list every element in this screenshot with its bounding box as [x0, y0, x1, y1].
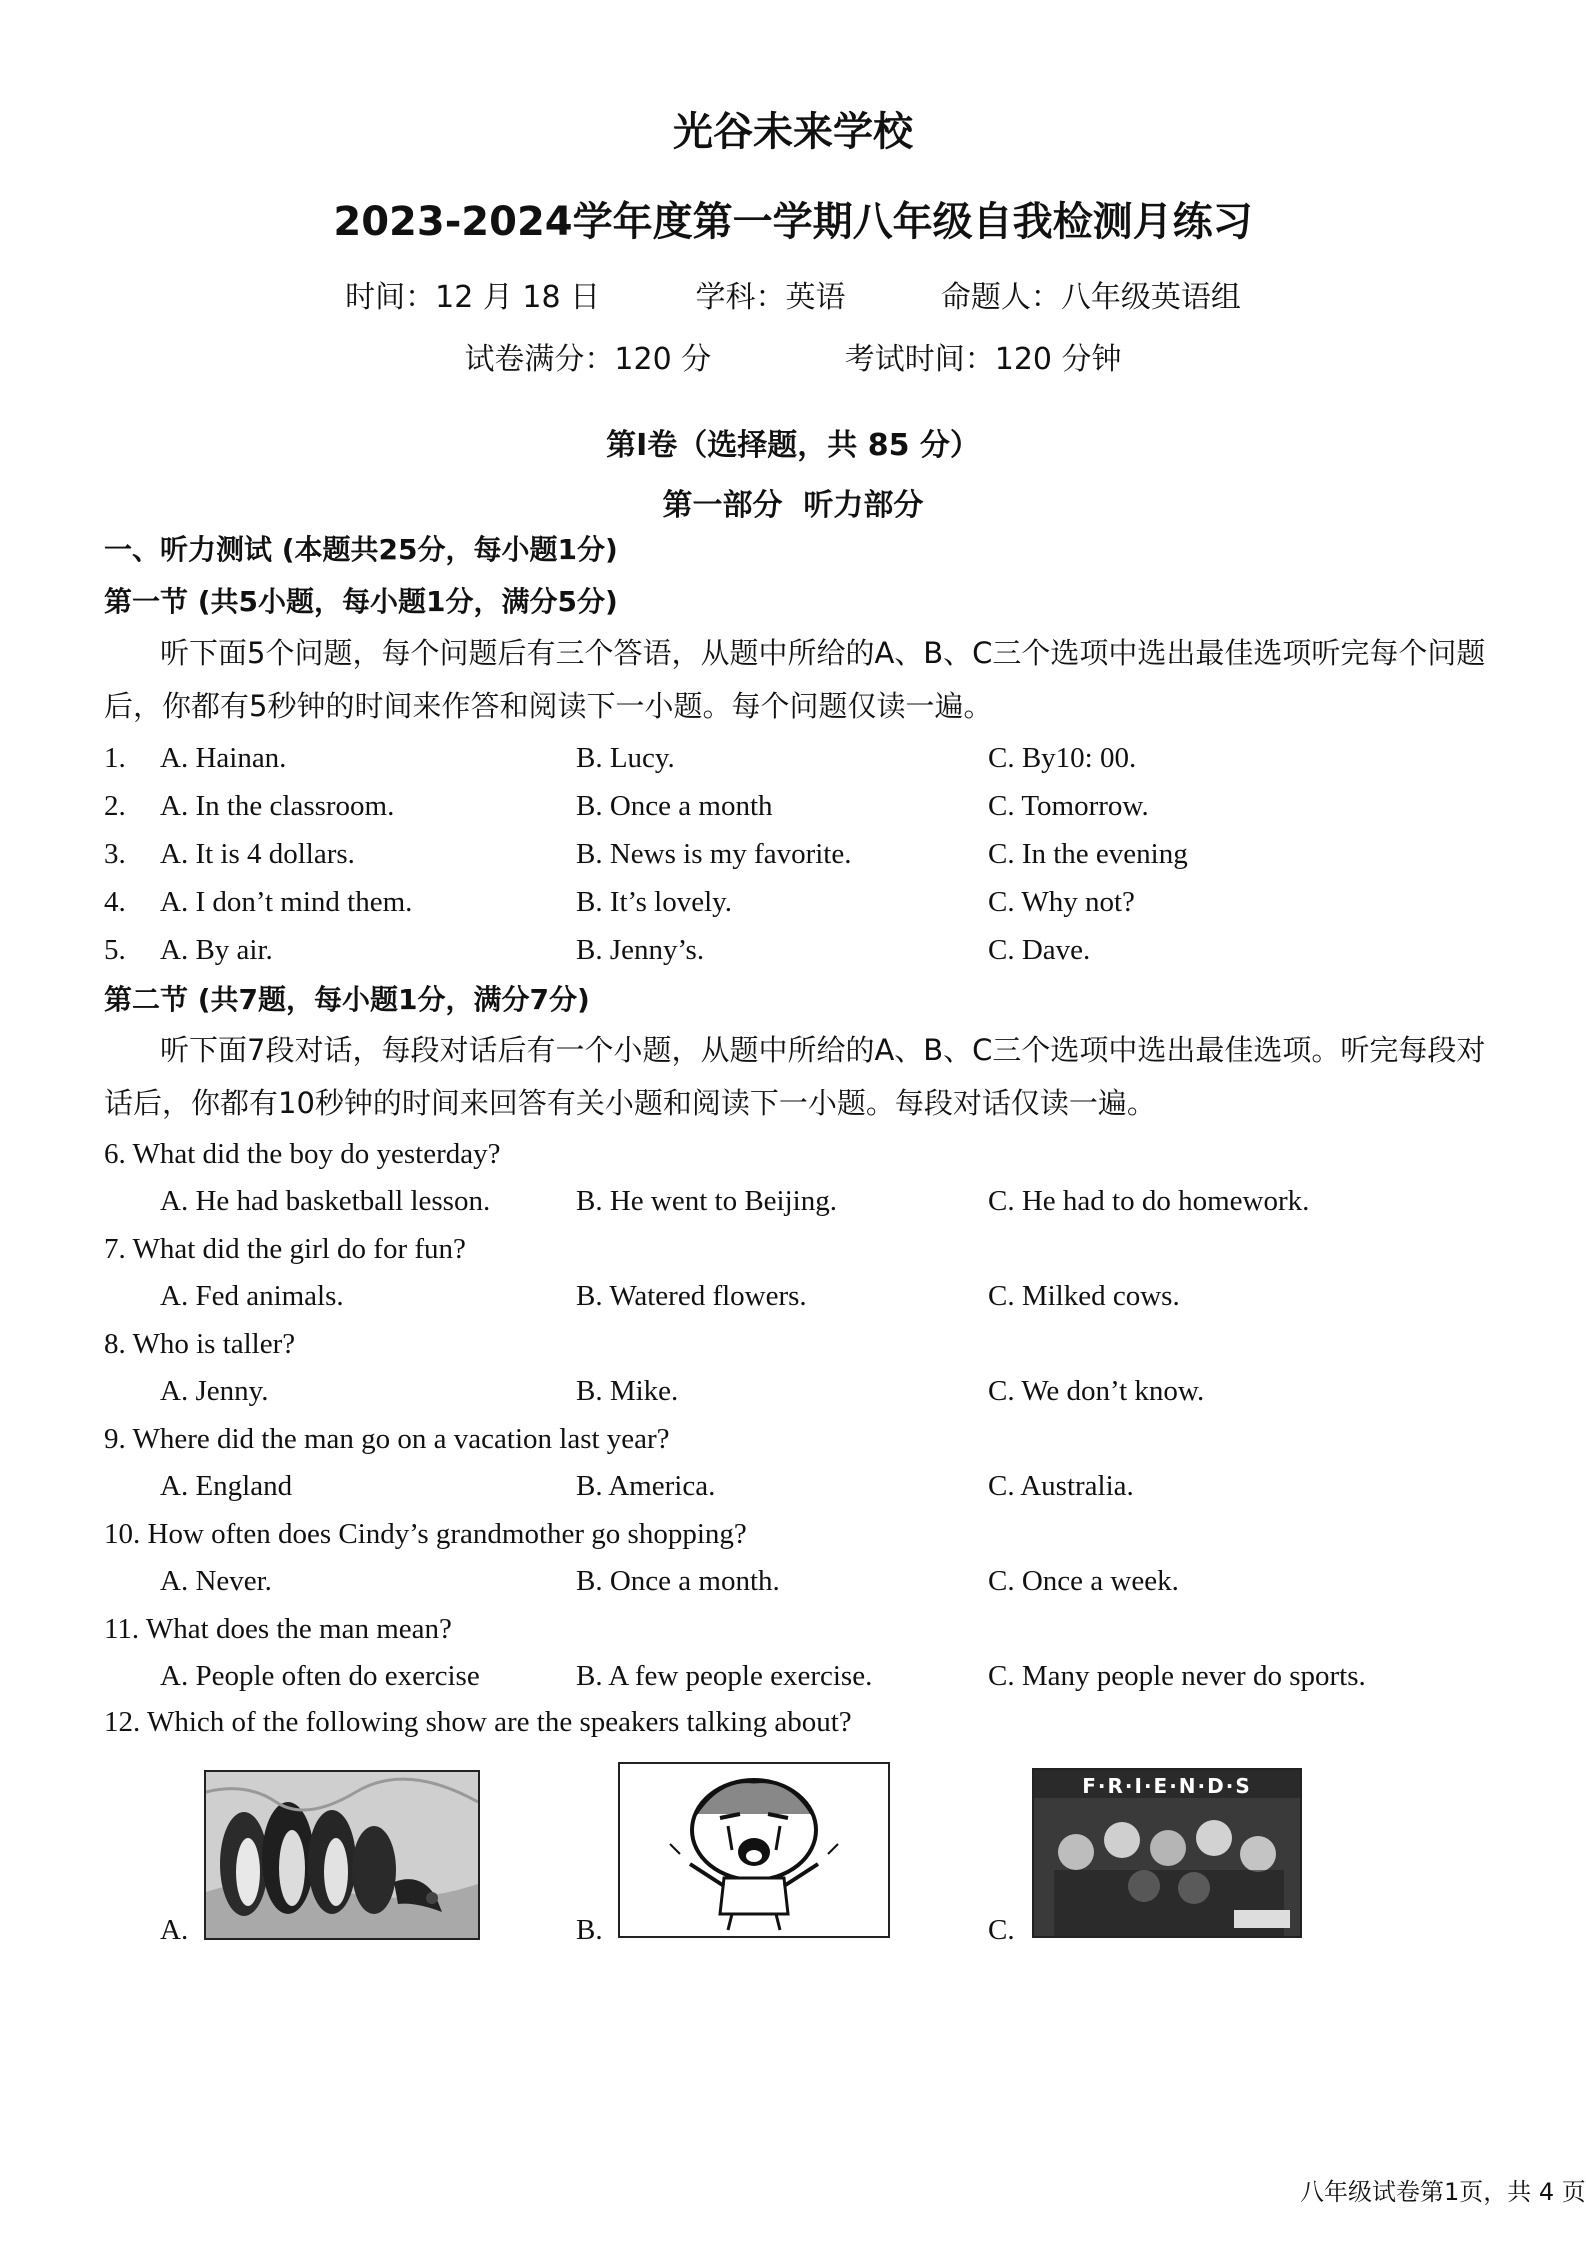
crying-cartoon-picture — [618, 1762, 890, 1938]
option-a: A. England — [160, 1470, 293, 1502]
question-text: 10. How often does Cindy’s grandmother go shopping? — [104, 1518, 747, 1550]
option-a: A. In the classroom. — [160, 790, 395, 822]
part-title: 第一部分 听力部分 — [662, 488, 924, 523]
q12-label-c: C. — [988, 1914, 1015, 1946]
option-b: B. News is my favorite. — [576, 838, 852, 870]
option-a: A. By air. — [160, 934, 273, 966]
volume-title: 第Ⅰ卷（选择题，共 85 分） — [606, 428, 980, 463]
option-c: C. Why not? — [988, 886, 1135, 918]
option-a: A. Never. — [160, 1565, 272, 1597]
option-b: B. Watered flowers. — [576, 1280, 807, 1312]
option-b: B. Lucy. — [576, 742, 675, 774]
q12-question: 12. Which of the following show are the speakers talking about? — [104, 1706, 852, 1738]
option-a: A. Fed animals. — [160, 1280, 344, 1312]
poster-title: F·R·I·E·N·D·S — [1082, 1774, 1252, 1798]
section-heading: 一、听力测试 (本题共25分，每小题1分) — [104, 533, 618, 566]
option-b: B. Jenny’s. — [576, 934, 705, 966]
option-c: C. He had to do homework. — [988, 1185, 1310, 1217]
option-c: C. We don’t know. — [988, 1375, 1205, 1407]
question-text: 6. What did the boy do yesterday? — [104, 1138, 501, 1170]
option-c: C. By10: 00. — [988, 742, 1137, 774]
page-footer: 八年级试卷第1页，共 4 页 — [1300, 2178, 1586, 2206]
sub2-heading: 第二节 (共7题，每小题1分，满分7分) — [104, 983, 590, 1016]
q12-label-a: A. — [160, 1914, 189, 1946]
option-c: C. Australia. — [988, 1470, 1134, 1502]
question-text: 9. Where did the man go on a vacation last year? — [104, 1423, 670, 1455]
option-b: B. It’s lovely. — [576, 886, 733, 918]
option-b: B. Once a month — [576, 790, 773, 822]
school-name: 光谷未来学校 — [673, 109, 913, 155]
option-a: A. Hainan. — [160, 742, 287, 774]
question-text: 7. What did the girl do for fun? — [104, 1233, 466, 1265]
option-b: B. Once a month. — [576, 1565, 780, 1597]
option-c: C. Milked cows. — [988, 1280, 1180, 1312]
option-a: A. Jenny. — [160, 1375, 269, 1407]
penguins-picture — [204, 1770, 480, 1940]
exam-title: 2023-2024学年度第一学期八年级自我检测月练习 — [333, 199, 1253, 245]
exam-info-line2: 试卷满分：120 分 考试时间：120 分钟 — [464, 342, 1122, 377]
question-number: 3. — [104, 838, 126, 870]
option-a: A. People often do exercise — [160, 1660, 480, 1692]
option-c: C. Once a week. — [988, 1565, 1179, 1597]
option-b: B. Mike. — [576, 1375, 679, 1407]
option-a: A. I don’t mind them. — [160, 886, 413, 918]
sub2-instructions: 听下面7段对话，每段对话后有一个小题，从题中所给的A、B、C三个选项中选出最佳选项。听完每段对话后，你都有10秒钟的时间来回答有关小题和阅读下一小题。每段对话仅读一遍。 — [104, 1033, 1486, 1120]
option-b: B. America. — [576, 1470, 716, 1502]
option-a: A. It is 4 dollars. — [160, 838, 355, 870]
q12-label-b: B. — [576, 1914, 603, 1946]
option-c: C. Dave. — [988, 934, 1091, 966]
friends-poster-picture — [1032, 1768, 1302, 1938]
option-c: C. Many people never do sports. — [988, 1660, 1366, 1692]
sub1-heading: 第一节 (共5小题，每小题1分，满分5分) — [104, 585, 618, 618]
question-number: 2. — [104, 790, 126, 822]
option-a: A. He had basketball lesson. — [160, 1185, 491, 1217]
question-text: 11. What does the man mean? — [104, 1613, 452, 1645]
exam-info-line1: 时间：12 月 18 日 学科：英语 命题人：八年级英语组 — [345, 280, 1241, 315]
option-b: B. A few people exercise. — [576, 1660, 873, 1692]
question-number: 5. — [104, 934, 126, 966]
question-text: 8. Who is taller? — [104, 1328, 296, 1360]
question-number: 1. — [104, 742, 126, 774]
sub1-instructions: 听下面5个问题，每个问题后有三个答语，从题中所给的A、B、C三个选项中选出最佳选项听完每个问题后，你都有5秒钟的时间来作答和阅读下一小题。每个问题仅读一遍。 — [104, 636, 1486, 723]
option-c: C. In the evening — [988, 838, 1188, 870]
question-number: 4. — [104, 886, 126, 918]
option-b: B. He went to Beijing. — [576, 1185, 837, 1217]
option-c: C. Tomorrow. — [988, 790, 1149, 822]
